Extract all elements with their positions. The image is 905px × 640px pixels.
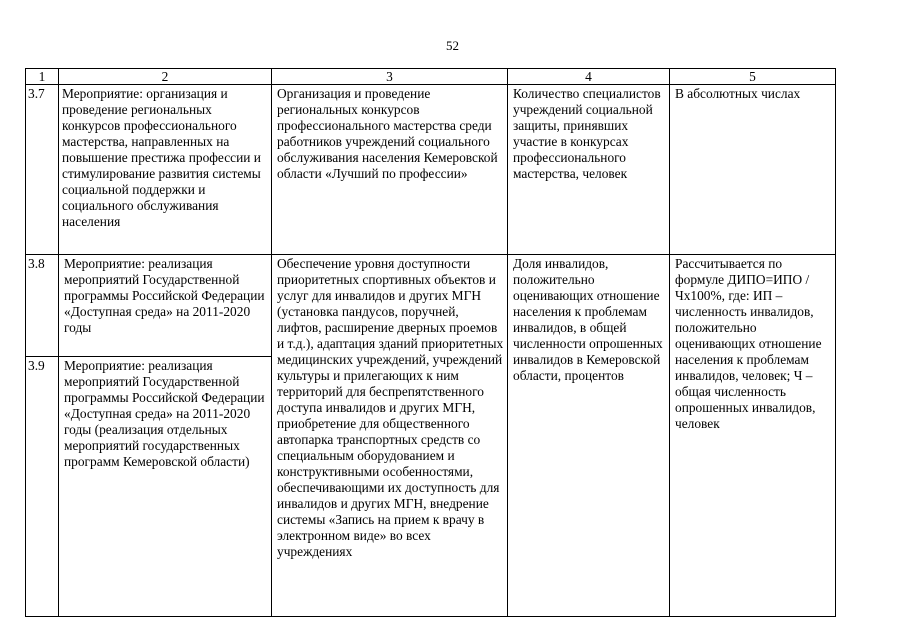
header-cell-5: 5 (670, 69, 836, 85)
shared-content-cell: Обеспечение уровня доступности приоритетных спортивных объектов и услуг для инвалидов и других МГН (установка пандусов, поручней, лифтов, расширение дверных проемов и т.д.), адаптация зданий приоритетных медицинских учреждений, учреждений культуры и прилегающих к ним территорий для беспрепятственного доступа инвалидов и других МГН, приобретение для общественного автопарка транспортных средств со специальным оборудованием и конструктивными особенностями, обеспечивающими их доступность для инвалидов и других МГН, внедрение системы «Запись на прием к врачу в электронном виде» во всех учреждениях (272, 255, 508, 617)
table-row-3-8 (26, 255, 836, 357)
event-cell: Мероприятие: реализация мероприятий Государственной программы Российской Федерации «Доступная среда» на 2011-2020 годы (реализация отдельных мероприятий государственных программ Кемеровской области) (59, 357, 272, 617)
header-cell-4: 4 (508, 69, 670, 85)
row-number: 3.9 (26, 357, 59, 617)
method-cell: В абсолютных числах (670, 85, 836, 255)
header-cell-1: 1 (26, 69, 59, 85)
page-number: 52 (446, 38, 459, 53)
header-cell-3: 3 (272, 69, 508, 85)
row-number: 3.7 (26, 85, 59, 255)
table-row-3-7 (26, 85, 836, 255)
shared-indicator-cell: Доля инвалидов, положительно оценивающих отношение населения к проблемам инвалидов, в общей численности опрошенных инвалидов в Кемеровской области, процентов (508, 255, 670, 617)
shared-method-cell: Рассчитывается по формуле ДИПО=ИПО /Чх100%, где: ИП – численность инвалидов, положительно оценивающих отношение населения к проблемам инвалидов, человек; Ч – общая численность опрошенных инвалидов, человек (670, 255, 836, 617)
row-number: 3.8 (26, 255, 59, 357)
document-table (25, 68, 836, 617)
header-cell-2: 2 (59, 69, 272, 85)
content-cell: Организация и проведение региональных конкурсов профессионального мастерства среди работников учреждений социального обслуживания населения Кемеровской области «Лучший по профессии» (272, 85, 508, 255)
header-row (26, 69, 836, 85)
event-cell: Мероприятие: организация и проведение региональных конкурсов профессионального мастерства, направленных на повышение престижа профессии и стимулирование развития системы социальной поддержки и социального обслуживания населения (59, 85, 272, 255)
indicator-cell: Количество специалистов учреждений социальной защиты, принявших участие в конкурсах профессионального мастерства, человек (508, 85, 670, 255)
event-cell: Мероприятие: реализация мероприятий Государственной программы Российской Федерации «Доступная среда» на 2011-2020 годы (59, 255, 272, 357)
